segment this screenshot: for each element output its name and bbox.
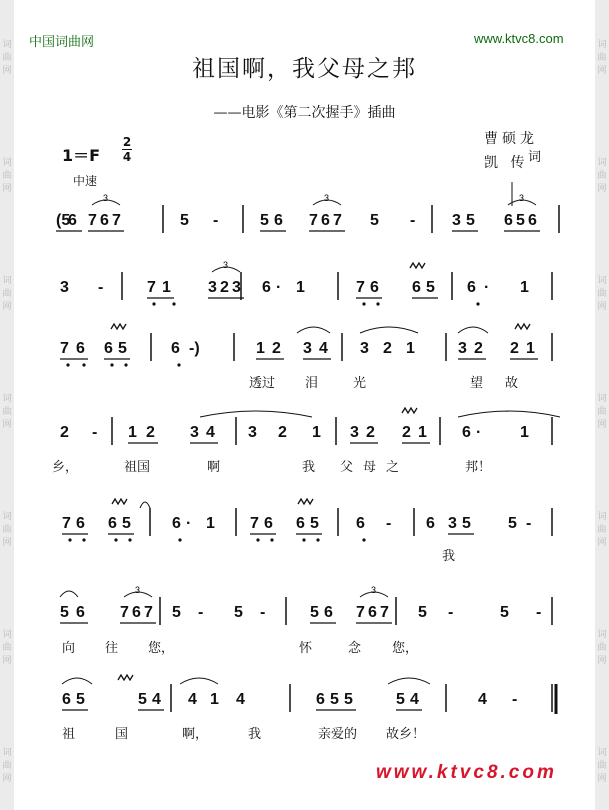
score-note: 5 — [426, 279, 435, 296]
watermark-char: 网 — [2, 774, 12, 784]
watermark-char: 网 — [2, 66, 12, 76]
lyric-6-3: 您， — [148, 641, 175, 656]
score-note: 5 — [122, 515, 131, 532]
watermark-char: 曲 — [597, 53, 607, 63]
score-note: 1 — [256, 340, 265, 357]
score-note: 7 — [88, 212, 97, 229]
score-note: 1 — [312, 424, 321, 441]
ornament-mark — [112, 499, 127, 504]
watermark-char: 曲 — [597, 407, 607, 417]
score-note: 6 — [100, 212, 109, 229]
slur — [180, 678, 218, 684]
octave-dot — [128, 538, 131, 541]
score-note: 7 — [120, 604, 129, 621]
triplet-number: 3 — [519, 193, 525, 203]
octave-dot — [270, 538, 273, 541]
watermark-char: 词 — [2, 630, 12, 640]
score-note: 5 — [260, 212, 269, 229]
watermark-char: 网 — [597, 538, 607, 548]
octave-dot — [362, 302, 365, 305]
lyric-4-3: 啊 — [207, 460, 221, 475]
score-note: · — [476, 424, 482, 441]
score-note: 4 — [236, 691, 245, 708]
watermark-char: 网 — [2, 538, 12, 548]
lyric-4-6: 邦！ — [465, 460, 492, 475]
lyric-7-5: 亲爱的 — [318, 727, 358, 742]
score-note: 6 — [368, 604, 377, 621]
score-note: 5 — [138, 691, 147, 708]
score-note: 5 — [310, 604, 319, 621]
score-note: 2 — [366, 424, 375, 441]
lyric-7-3: 啊， — [182, 727, 209, 742]
score-note: 6 — [528, 212, 537, 229]
score-note: 3 — [190, 424, 199, 441]
ornament-mark — [298, 499, 313, 504]
watermark-char: 网 — [2, 302, 12, 312]
watermark-char: 词 — [2, 158, 12, 168]
lyric-3-5: 故 — [505, 376, 519, 391]
score-note: 1 — [520, 279, 529, 296]
score-note: 5 — [466, 212, 475, 229]
score-note: 3 — [452, 212, 461, 229]
score-note: 1 — [210, 691, 219, 708]
score-note: - — [260, 604, 266, 621]
slur — [458, 411, 560, 417]
octave-dot — [177, 363, 180, 366]
score-note: 4 — [410, 691, 419, 708]
watermark-char: 网 — [2, 184, 12, 194]
ornament-mark — [111, 324, 126, 329]
score-note: 6 — [316, 691, 325, 708]
time-numerator: 2 — [122, 135, 132, 149]
score-note: 2 — [383, 340, 392, 357]
score-note: · — [186, 515, 192, 532]
slur — [297, 327, 330, 333]
score-note: 4 — [188, 691, 197, 708]
watermark-char: 曲 — [597, 171, 607, 181]
lyric-4-4: 我 — [302, 460, 316, 475]
score-note: 1 — [418, 424, 427, 441]
watermark-char: 曲 — [597, 643, 607, 653]
watermark-char: 曲 — [2, 525, 12, 535]
slur — [62, 678, 92, 684]
watermark-char: 曲 — [2, 761, 12, 771]
score-note: 2 — [402, 424, 411, 441]
slur — [360, 327, 418, 333]
watermark-char: 曲 — [2, 53, 12, 63]
slur — [388, 678, 430, 684]
ornament-mark — [410, 263, 425, 268]
score-note: 4 — [206, 424, 215, 441]
score-note: 3 — [458, 340, 467, 357]
score-note: 2 — [146, 424, 155, 441]
score-note: 7 — [380, 604, 389, 621]
lyric-4-5: 父母之 — [340, 460, 410, 475]
score-note: 3 — [248, 424, 257, 441]
watermark-char: 词 — [597, 276, 607, 286]
score-note: 5 — [418, 604, 427, 621]
score-note: 6 — [172, 515, 181, 532]
watermark-char: 曲 — [2, 407, 12, 417]
tempo-marking: 中速 — [73, 174, 98, 188]
score-note: 3 — [448, 515, 457, 532]
score-note: 5 — [60, 604, 69, 621]
score-note: 2 — [510, 340, 519, 357]
slur — [140, 502, 150, 508]
score-note: 7 — [250, 515, 259, 532]
song-title: 祖国啊，我父母之邦 — [192, 56, 417, 82]
score-note: 6 — [104, 340, 113, 357]
lyric-7-2: 国 — [115, 727, 129, 742]
watermark-char: 词 — [597, 748, 607, 758]
score-note: 1 — [520, 424, 529, 441]
lyric-4-2: 祖国 — [124, 460, 151, 475]
lyric-6-5: 念 — [348, 641, 362, 656]
score-note: 6 — [264, 515, 273, 532]
score-note: - — [448, 604, 454, 621]
score-note: 7 — [356, 604, 365, 621]
watermark-char: 网 — [597, 420, 607, 430]
triplet-number: 3 — [324, 193, 330, 203]
score-note: 6 — [274, 212, 283, 229]
octave-dot — [172, 302, 175, 305]
lyric-6-4: 怀 — [299, 641, 313, 656]
lyric-6-6: 您， — [392, 641, 419, 656]
score-note: 7 — [60, 340, 69, 357]
site-name: 中国词曲网 — [29, 35, 95, 50]
octave-dot — [82, 363, 85, 366]
triplet-number: 3 — [371, 585, 377, 595]
score-note: 5 — [516, 212, 525, 229]
score-note: 3 — [208, 279, 217, 296]
lyric-7-4: 我 — [248, 727, 262, 742]
score-note: 5 — [500, 604, 509, 621]
watermark-char: 网 — [597, 774, 607, 784]
score-note: 6 — [171, 340, 180, 357]
score-note: 5 — [76, 691, 85, 708]
score-note: 6 — [426, 515, 435, 532]
score-note: 5 — [370, 212, 379, 229]
site-url: www.ktvc8.com — [474, 31, 564, 46]
score-note: 5 — [180, 212, 189, 229]
octave-dot — [68, 538, 71, 541]
watermark-char: 词 — [597, 630, 607, 640]
lyric-6-2: 往 — [105, 641, 119, 656]
score-note: - — [536, 604, 542, 621]
score-note: 6 — [504, 212, 513, 229]
score-note: - — [98, 279, 104, 296]
score-note: 7 — [333, 212, 342, 229]
score-note: 6 — [68, 212, 77, 229]
score-note: 4 — [152, 691, 161, 708]
score-note: 6 — [76, 515, 85, 532]
score-note: 7 — [309, 212, 318, 229]
lyric-4-1: 乡， — [52, 460, 79, 475]
score-note: 7 — [62, 515, 71, 532]
watermark-char: 网 — [2, 420, 12, 430]
score-note: · — [276, 279, 282, 296]
watermark-char: 词 — [597, 158, 607, 168]
score-note: 6 — [296, 515, 305, 532]
score-note: 6 — [62, 691, 71, 708]
score-note: 5 — [344, 691, 353, 708]
score-note: 6 — [76, 340, 85, 357]
watermark-char: 网 — [597, 302, 607, 312]
score-note: - — [198, 604, 204, 621]
score-note: 6 — [356, 515, 365, 532]
score-note: 1 — [406, 340, 415, 357]
watermark-char: 词 — [2, 512, 12, 522]
octave-dot — [476, 302, 479, 305]
watermark-char: 曲 — [597, 525, 607, 535]
triplet-number: 3 — [135, 585, 141, 595]
octave-dot — [82, 538, 85, 541]
watermark-char: 词 — [597, 40, 607, 50]
octave-dot — [376, 302, 379, 305]
lyric-3-2: 泪 — [305, 376, 319, 391]
time-denominator: 4 — [122, 150, 132, 164]
score-note: 6 — [262, 279, 271, 296]
lyric-3-3: 光 — [353, 376, 367, 391]
score-note: 6 — [412, 279, 421, 296]
score-note: 5 — [462, 515, 471, 532]
score-note: 5 — [310, 515, 319, 532]
score-note: 6 — [108, 515, 117, 532]
octave-dot — [152, 302, 155, 305]
score-note: 4 — [478, 691, 487, 708]
ornament-mark — [515, 324, 530, 329]
score-note: - — [512, 691, 518, 708]
score-note: 7 — [356, 279, 365, 296]
score-note: · — [484, 279, 490, 296]
slur — [458, 327, 488, 333]
watermark-char: 曲 — [2, 643, 12, 653]
score-note: - — [386, 515, 392, 532]
watermark-char: 词 — [597, 394, 607, 404]
watermark-char: 词 — [597, 512, 607, 522]
score-note: - — [410, 212, 416, 229]
octave-dot — [362, 538, 365, 541]
score-note: - — [526, 515, 532, 532]
score-note: 6 — [467, 279, 476, 296]
score-note: 2 — [474, 340, 483, 357]
lyric-7-6: 故乡！ — [386, 727, 426, 742]
score-note: 4 — [319, 340, 328, 357]
watermark-char: 词 — [2, 276, 12, 286]
score-note: 2 — [278, 424, 287, 441]
score-note: 2 — [272, 340, 281, 357]
triplet-number: 3 — [103, 193, 109, 203]
watermark-char: 网 — [2, 656, 12, 666]
score-note: 5 — [330, 691, 339, 708]
slur — [200, 411, 312, 417]
score-note: 3 — [232, 279, 241, 296]
lyric-6-1: 向 — [62, 641, 76, 656]
score-note: 6 — [324, 604, 333, 621]
watermark-char: 曲 — [597, 289, 607, 299]
score-note: 7 — [147, 279, 156, 296]
score-note: 1 — [526, 340, 535, 357]
score-note: 3 — [360, 340, 369, 357]
octave-dot — [316, 538, 319, 541]
octave-dot — [124, 363, 127, 366]
score-note: - — [92, 424, 98, 441]
score-note: 2 — [220, 279, 229, 296]
score-note: 3 — [350, 424, 359, 441]
watermark-char: 词 — [2, 40, 12, 50]
lyricist-name: 曹硕龙 — [484, 131, 538, 147]
lyric-7-1: 祖 — [62, 727, 76, 742]
score-note: 5 — [118, 340, 127, 357]
score-note: 5 — [234, 604, 243, 621]
watermark-char: 网 — [597, 656, 607, 666]
octave-dot — [114, 538, 117, 541]
key-signature: 1＝F — [62, 146, 101, 165]
score-note: 5 — [172, 604, 181, 621]
watermark-char: 词 — [2, 394, 12, 404]
score-note: 7 — [144, 604, 153, 621]
score-note: 6 — [76, 604, 85, 621]
song-subtitle: ——电影《第二次握手》插曲 — [213, 105, 396, 121]
octave-dot — [66, 363, 69, 366]
lyric-5-1: 我 — [442, 549, 456, 564]
score-note: 3 — [303, 340, 312, 357]
slur — [60, 591, 78, 597]
watermark-char: 网 — [597, 66, 607, 76]
score-note: 6 — [321, 212, 330, 229]
lyric-3-4: 望 — [470, 376, 484, 391]
score-note: 1 — [128, 424, 137, 441]
score-note: 6 — [462, 424, 471, 441]
watermark-char: 曲 — [597, 761, 607, 771]
watermark-char: 词 — [2, 748, 12, 758]
ornament-mark — [402, 408, 417, 413]
ornament-mark — [118, 675, 133, 680]
score-note: 3 — [60, 279, 69, 296]
octave-dot — [178, 538, 181, 541]
triplet-number: 3 — [223, 260, 229, 270]
score-note: - — [213, 212, 219, 229]
score-note: (5 — [56, 212, 71, 229]
composer-name: 凯 传 — [484, 155, 529, 171]
octave-dot — [302, 538, 305, 541]
watermark-char: 网 — [597, 184, 607, 194]
score-note: 1 — [162, 279, 171, 296]
lyricist-role: 词 — [528, 150, 542, 165]
octave-dot — [110, 363, 113, 366]
score-note: 1 — [206, 515, 215, 532]
score-note: 5 — [396, 691, 405, 708]
octave-dot — [256, 538, 259, 541]
lyric-3-1: 透过 — [249, 376, 276, 391]
score-note: 5 — [508, 515, 517, 532]
score-note: 1 — [296, 279, 305, 296]
score-note: 7 — [112, 212, 121, 229]
watermark-char: 曲 — [2, 171, 12, 181]
footer-url: www.ktvc8.com — [376, 762, 557, 783]
score-note: 2 — [60, 424, 69, 441]
score-note: 6 — [132, 604, 141, 621]
score-note: 6 — [370, 279, 379, 296]
watermark-char: 曲 — [2, 289, 12, 299]
score-note: -) — [189, 340, 200, 357]
